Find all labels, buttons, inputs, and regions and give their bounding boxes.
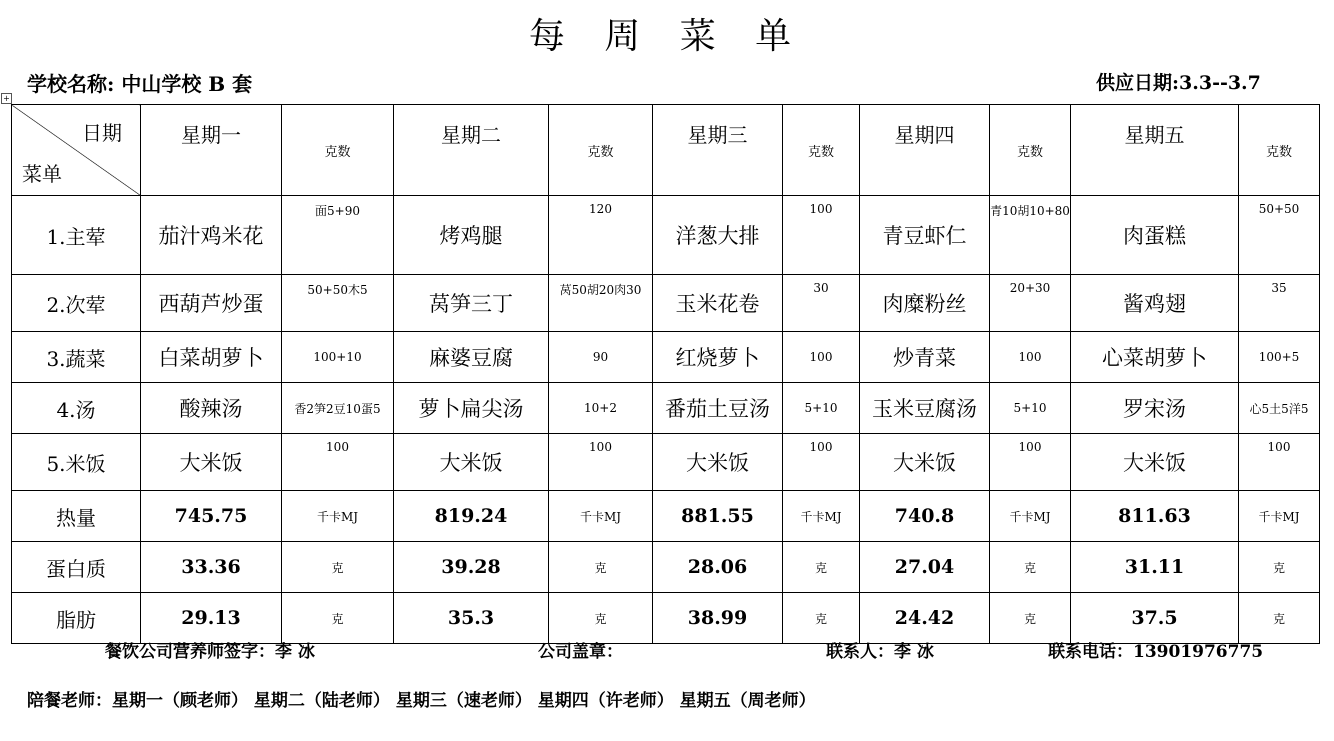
gram-amount: 20+30 xyxy=(990,275,1071,332)
dish-name: 玉米花卷 xyxy=(653,275,783,332)
nutrition-value: 29.13 xyxy=(141,593,282,644)
unit-header: 克数 xyxy=(549,105,653,196)
dish-name: 大米饭 xyxy=(141,434,282,491)
nutrition-value: 28.06 xyxy=(653,542,783,593)
nutrition-unit: 克 xyxy=(549,593,653,644)
dish-name: 莴笋三丁 xyxy=(394,275,549,332)
nutrition-value: 35.3 xyxy=(394,593,549,644)
unit-header: 克数 xyxy=(990,105,1071,196)
nutrition-unit: 千卡MJ xyxy=(1239,491,1320,542)
nutrition-value: 819.24 xyxy=(394,491,549,542)
dish-name: 大米饭 xyxy=(1071,434,1239,491)
nutrition-value: 740.8 xyxy=(860,491,990,542)
dish-name: 心菜胡萝卜 xyxy=(1071,332,1239,383)
page-title: 每 周 菜 单 xyxy=(528,16,806,57)
dish-name: 肉糜粉丝 xyxy=(860,275,990,332)
unit-header: 克数 xyxy=(282,105,394,196)
company-stamp: 公司盖章： xyxy=(538,642,623,662)
nutrition-unit: 克 xyxy=(990,542,1071,593)
dish-row xyxy=(12,383,1320,434)
corner-bottom-label: 菜单 xyxy=(22,162,62,186)
nutrition-unit: 克 xyxy=(1239,542,1320,593)
nutrition-row xyxy=(12,542,1320,593)
dish-name: 麻婆豆腐 xyxy=(394,332,549,383)
day-header: 星期三 xyxy=(653,105,783,196)
dish-name: 玉米豆腐汤 xyxy=(860,383,990,434)
nutrition-value: 27.04 xyxy=(860,542,990,593)
dish-name: 萝卜扁尖汤 xyxy=(394,383,549,434)
gram-amount: 100 xyxy=(783,332,860,383)
nutrition-value: 31.11 xyxy=(1071,542,1239,593)
day-header: 星期五 xyxy=(1071,105,1239,196)
dish-name: 番茄土豆汤 xyxy=(653,383,783,434)
dish-name: 白菜胡萝卜 xyxy=(141,332,282,383)
nutrition-label: 蛋白质 xyxy=(12,542,141,593)
category-label: 2.次荤 xyxy=(12,275,141,332)
nutrition-value: 745.75 xyxy=(141,491,282,542)
dish-row xyxy=(12,275,1320,332)
unit-header: 克数 xyxy=(783,105,860,196)
gram-amount: 100+5 xyxy=(1239,332,1320,383)
dish-name: 茄汁鸡米花 xyxy=(141,196,282,275)
gram-amount: 100 xyxy=(549,434,653,491)
dish-name: 罗宋汤 xyxy=(1071,383,1239,434)
dish-name: 洋葱大排 xyxy=(653,196,783,275)
nutrition-label: 脂肪 xyxy=(12,593,141,644)
nutrition-value: 37.5 xyxy=(1071,593,1239,644)
dish-name: 酸辣汤 xyxy=(141,383,282,434)
dish-name: 酱鸡翅 xyxy=(1071,275,1239,332)
dish-name: 青豆虾仁 xyxy=(860,196,990,275)
category-label: 1.主荤 xyxy=(12,196,141,275)
nutrition-value: 39.28 xyxy=(394,542,549,593)
nutrition-label: 热量 xyxy=(12,491,141,542)
nutritionist-signature: 餐饮公司营养师签字：李 冰 xyxy=(105,642,315,662)
dish-name: 炒青菜 xyxy=(860,332,990,383)
nutrition-value: 38.99 xyxy=(653,593,783,644)
nutrition-row xyxy=(12,593,1320,644)
gram-amount: 莴50胡20肉30 xyxy=(549,275,653,332)
nutrition-unit: 克 xyxy=(282,542,394,593)
nutrition-value: 24.42 xyxy=(860,593,990,644)
nutrition-value: 881.55 xyxy=(653,491,783,542)
gram-amount: 面5+90 xyxy=(282,196,394,275)
category-label: 4.汤 xyxy=(12,383,141,434)
nutrition-unit: 克 xyxy=(1239,593,1320,644)
gram-amount: 100 xyxy=(1239,434,1320,491)
corner-cell xyxy=(12,105,141,196)
contact-phone: 联系电话：13901976775 xyxy=(1048,642,1264,662)
nutrition-unit: 千卡MJ xyxy=(282,491,394,542)
dish-row xyxy=(12,332,1320,383)
school-name: 学校名称: 中山学校 B 套 xyxy=(27,72,253,96)
nutrition-unit: 克 xyxy=(282,593,394,644)
gram-amount: 香2笋2豆10蛋5 xyxy=(282,383,394,434)
nutrition-unit: 克 xyxy=(549,542,653,593)
gram-amount: 5+10 xyxy=(783,383,860,434)
day-header: 星期二 xyxy=(394,105,549,196)
dish-name: 肉蛋糕 xyxy=(1071,196,1239,275)
dish-name: 大米饭 xyxy=(860,434,990,491)
gram-amount: 120 xyxy=(549,196,653,275)
corner-top-label: 日期 xyxy=(82,121,122,145)
day-header: 星期一 xyxy=(141,105,282,196)
accompanying-teachers: 陪餐老师：星期一（顾老师） 星期二（陆老师） 星期三（速老师） 星期四（许老师） 星期五（周老师） xyxy=(27,691,816,711)
unit-header: 克数 xyxy=(1239,105,1320,196)
nutrition-value: 33.36 xyxy=(141,542,282,593)
category-label: 5.米饭 xyxy=(12,434,141,491)
gram-amount: 50+50木5 xyxy=(282,275,394,332)
dish-name: 大米饭 xyxy=(653,434,783,491)
dish-name: 烤鸡腿 xyxy=(394,196,549,275)
gram-amount: 35 xyxy=(1239,275,1320,332)
gram-amount: 100+10 xyxy=(282,332,394,383)
category-label: 3.蔬菜 xyxy=(12,332,141,383)
gram-amount: 100 xyxy=(990,434,1071,491)
gram-amount: 50+50 xyxy=(1239,196,1320,275)
gram-amount: 5+10 xyxy=(990,383,1071,434)
gram-amount: 青10胡10+80 xyxy=(990,196,1071,275)
nutrition-unit: 千卡MJ xyxy=(783,491,860,542)
supply-date: 供应日期:3.3--3.7 xyxy=(1096,72,1261,94)
dish-name: 大米饭 xyxy=(394,434,549,491)
dish-name: 红烧萝卜 xyxy=(653,332,783,383)
dish-name: 西葫芦炒蛋 xyxy=(141,275,282,332)
nutrition-row xyxy=(12,491,1320,542)
gram-amount: 30 xyxy=(783,275,860,332)
menu-table xyxy=(11,104,1320,644)
gram-amount: 90 xyxy=(549,332,653,383)
gram-amount: 心5土5洋5 xyxy=(1239,383,1320,434)
table-move-handle-icon[interactable]: + xyxy=(1,93,12,104)
contact-person: 联系人：李 冰 xyxy=(826,642,934,662)
gram-amount: 100 xyxy=(282,434,394,491)
nutrition-unit: 克 xyxy=(783,542,860,593)
gram-amount: 10+2 xyxy=(549,383,653,434)
nutrition-unit: 千卡MJ xyxy=(990,491,1071,542)
dish-row xyxy=(12,434,1320,491)
gram-amount: 100 xyxy=(783,196,860,275)
nutrition-value: 811.63 xyxy=(1071,491,1239,542)
nutrition-unit: 克 xyxy=(990,593,1071,644)
day-header: 星期四 xyxy=(860,105,990,196)
gram-amount: 100 xyxy=(990,332,1071,383)
gram-amount: 100 xyxy=(783,434,860,491)
dish-row xyxy=(12,196,1320,275)
header-row xyxy=(12,105,1320,196)
nutrition-unit: 克 xyxy=(783,593,860,644)
nutrition-unit: 千卡MJ xyxy=(549,491,653,542)
